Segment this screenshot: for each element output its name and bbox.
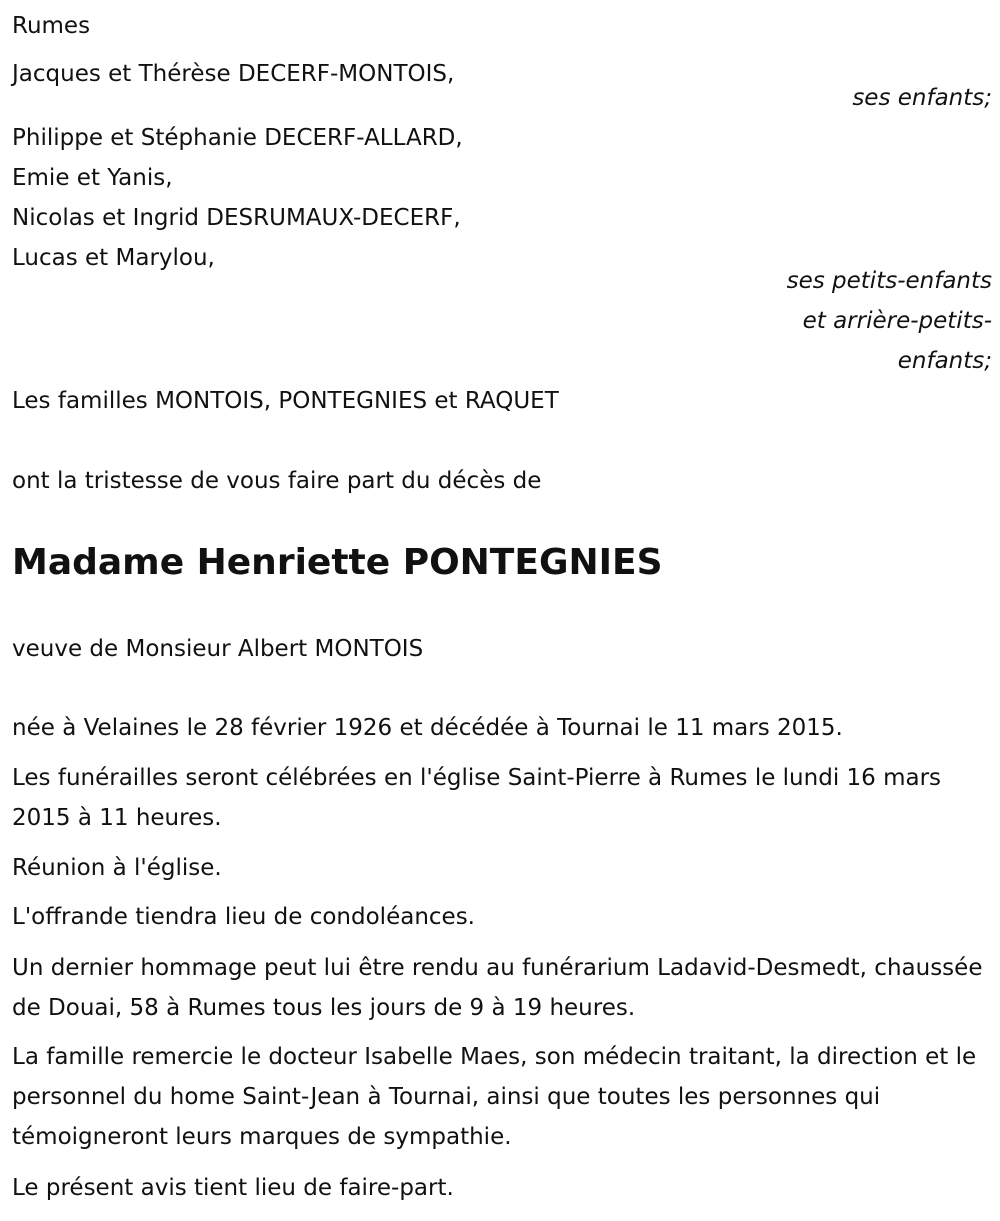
- grandchildren-role-2: et arrière-petits-: [802, 308, 992, 334]
- grandchild-line-2: Emie et Yanis,: [12, 165, 173, 191]
- offering-line: L'offrande tiendra lieu de condoléances.: [12, 904, 475, 930]
- meeting-line: Réunion à l'église.: [12, 855, 222, 881]
- thanks-paragraph: La famille remercie le docteur Isabelle Maes, son médecin traitant, la direction et le personnel du home Saint-Jean à Tournai, ainsi que toutes les personnes qui témoigneront leurs marques de sympathie.: [12, 1044, 977, 1150]
- children-role: ses enfants;: [852, 85, 992, 111]
- widow-line: veuve de Monsieur Albert MONTOIS: [12, 636, 424, 662]
- grandchildren-role-3: enfants;: [897, 348, 992, 374]
- tribute-paragraph: Un dernier hommage peut lui être rendu au funérarium Ladavid-Desmedt, chaussée de Douai, 58 à Rumes tous les jours de 9 à 19 heures.: [12, 955, 983, 1021]
- grandchildren-role-1: ses petits-enfants: [786, 268, 992, 294]
- grandchild-line-1: Philippe et Stéphanie DECERF-ALLARD,: [12, 125, 463, 151]
- deceased-name: Madame Henriette PONTEGNIES: [12, 542, 663, 583]
- families-line: Les familles MONTOIS, PONTEGNIES et RAQUET: [12, 388, 559, 414]
- grandchild-line-4: Lucas et Marylou,: [12, 245, 215, 271]
- place-line: Rumes: [12, 13, 91, 39]
- children-line: Jacques et Thérèse DECERF-MONTOIS,: [12, 61, 455, 87]
- funeral-paragraph: Les funérailles seront célébrées en l'église Saint-Pierre à Rumes le lundi 16 mars 2015 à 11 heures.: [12, 765, 942, 831]
- grandchild-line-3: Nicolas et Ingrid DESRUMAUX-DECERF,: [12, 205, 461, 231]
- closing-line: Le présent avis tient lieu de faire-part.: [12, 1175, 454, 1201]
- birth-death-line: née à Velaines le 28 février 1926 et décédée à Tournai le 11 mars 2015.: [12, 715, 843, 741]
- announce-line: ont la tristesse de vous faire part du décès de: [12, 468, 542, 494]
